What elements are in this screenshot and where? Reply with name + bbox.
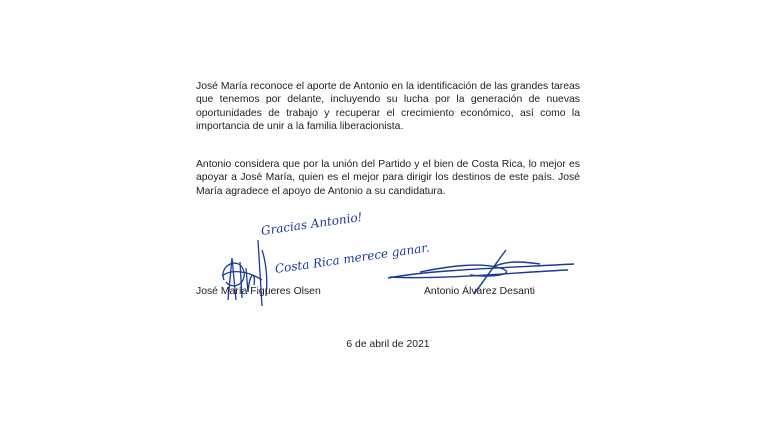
document-date: 6 de abril de 2021 — [346, 339, 430, 350]
paragraph-1: José María reconoce el aporte de Antonio en la identificación de las grandes tareas que tenemos por delante, incluyendo su lucha por la generación de nuevas oportunidades de trabajo y recuperar el crecimiento económico, así como la importancia de unir a la familia liberacionista. — [196, 81, 580, 133]
handwritten-note-line-1: Gracias Antonio! — [260, 209, 364, 238]
signatory-name-alvarez: Antonio Álvarez Desanti — [424, 286, 535, 297]
handwritten-note-line-2: Costa Rica merece ganar. — [274, 240, 431, 276]
signatory-name-figueres: José María Figueres Olsen — [196, 286, 321, 297]
paragraph-2: Antonio considera que por la unión del Partido y el bien de Costa Rica, lo mejor es apoyar a José María, quien es el mejor para dirigir los destinos de este país. José María agradece el apoyo de Antonio a su candidatura. — [196, 159, 580, 197]
